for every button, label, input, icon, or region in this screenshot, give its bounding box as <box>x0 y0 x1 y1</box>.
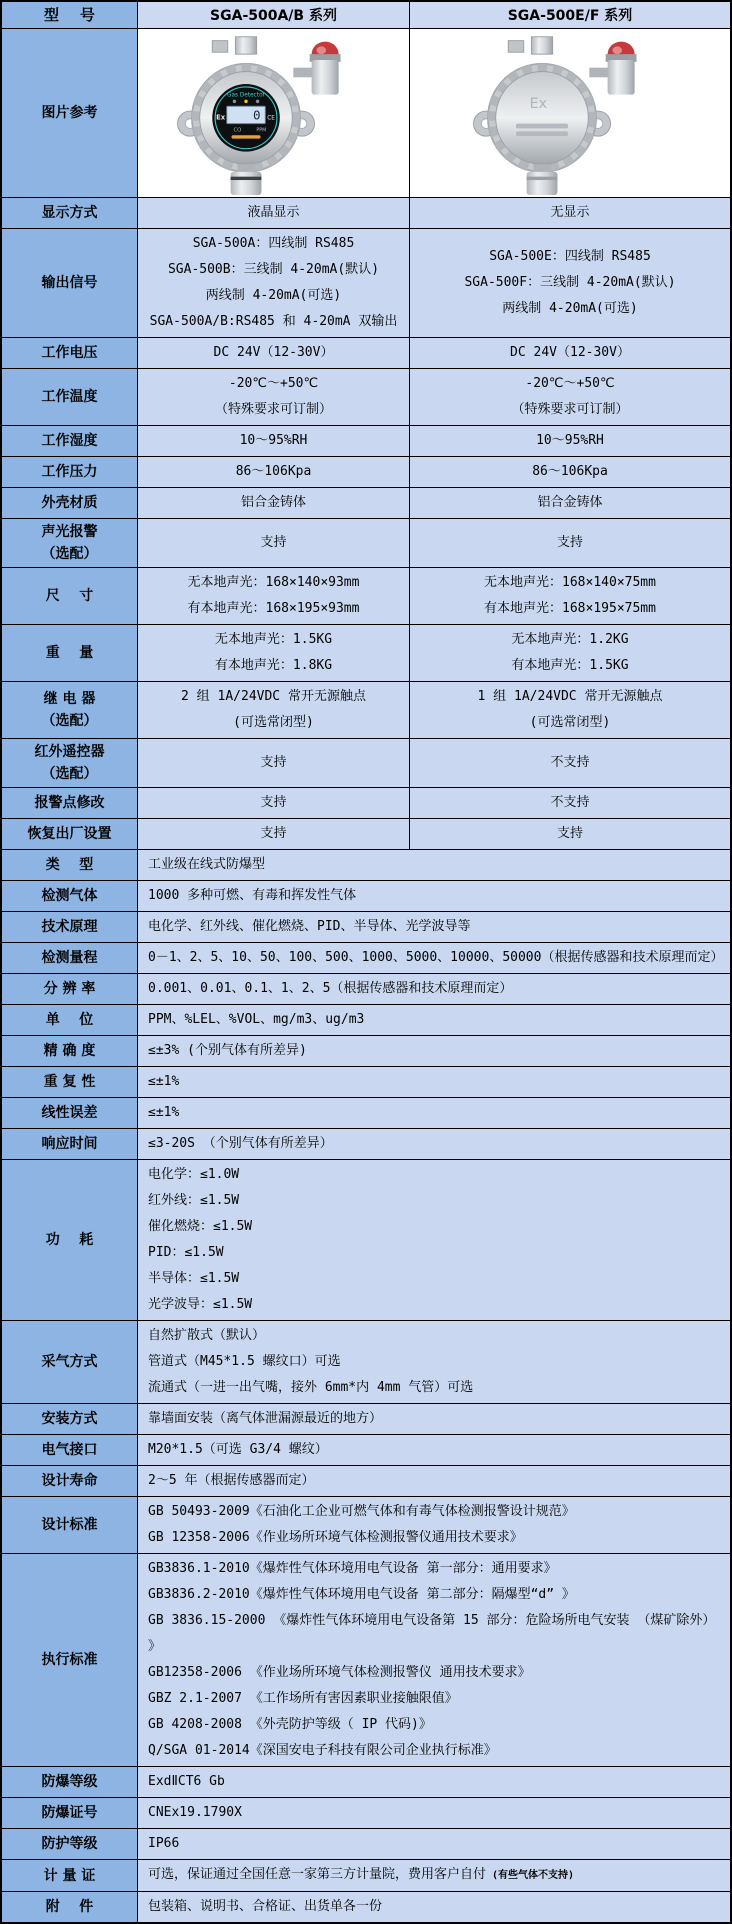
row-label-text: 线性误差 <box>41 1105 98 1121</box>
row-label-output-signal <box>2 229 138 337</box>
spec-row-response-time <box>2 1128 730 1159</box>
value-line: 支持 <box>556 535 583 550</box>
spec-row-design-standards <box>2 1496 730 1553</box>
value-line: GB3836.1-2010《爆炸性气体环境用电气设备 第一部分：通用要求》 <box>148 1561 557 1576</box>
row-label-text: 防护等级 <box>41 1836 98 1852</box>
row-label-working-voltage <box>2 338 138 368</box>
value-line: 支持 <box>260 755 287 770</box>
ex-mark-text: Ex <box>215 113 225 122</box>
row-label-design-standards <box>2 1497 138 1553</box>
value-line: 铝合金铸体 <box>240 495 306 510</box>
spec-row-ir-remote <box>2 738 730 787</box>
row-label-text: 继 电 器 <box>43 691 96 707</box>
alarm-beacon-icon <box>293 42 340 95</box>
row-label-text: 检测量程 <box>41 950 98 966</box>
spec-row-resolution <box>2 973 730 1004</box>
row-label-text: 分 辨 率 <box>43 981 96 997</box>
value-output-signal-col1 <box>138 229 410 337</box>
spec-row-gas-sampling <box>2 1320 730 1403</box>
value-line: 无显示 <box>550 205 590 220</box>
spec-row-installation <box>2 1403 730 1434</box>
value-line: 有本地声光：1.8KG <box>214 658 333 673</box>
value-line: GB 3836.15-2000 《爆炸性气体环境用电气设备第 15 部分：危险场所电气安装 （煤矿除外） 》 <box>148 1613 716 1654</box>
value-line: PPM、%LEL、%VOL、mg/m3、ug/m3 <box>148 1012 365 1027</box>
value-line: ExdⅡCT6 Gb <box>148 1774 225 1789</box>
value-working-temperature-col2 <box>410 369 730 425</box>
image-row-label-text: 图片参考 <box>41 105 98 121</box>
value-metrology-cert <box>138 1860 730 1891</box>
value-line: DC 24V（12-30V） <box>213 345 334 360</box>
value-line: 工业级在线式防爆型 <box>148 857 266 872</box>
value-gas-sampling <box>138 1321 730 1403</box>
spec-row-working-voltage <box>2 337 730 368</box>
value-line: SGA-500B：三线制 4-20mA(默认) <box>167 262 380 277</box>
value-working-voltage-col2 <box>410 338 730 368</box>
spec-row-detected-gases <box>2 880 730 911</box>
row-label-relay <box>2 682 138 738</box>
image-row <box>2 28 730 197</box>
row-label-text: 工作湿度 <box>41 433 98 449</box>
value-line: ≤±1% <box>148 1074 180 1089</box>
row-label-text: 声光报警 <box>41 524 98 540</box>
value-repeatability <box>138 1067 730 1097</box>
value-line: 自然扩散式（默认） <box>148 1328 266 1343</box>
value-line: （特殊要求可订制） <box>214 402 332 417</box>
row-label-display-mode <box>2 198 138 228</box>
value-protection-grade <box>138 1829 730 1859</box>
row-label-design-life <box>2 1466 138 1496</box>
row-label-explosion-proof-grade <box>2 1767 138 1797</box>
spec-row-working-temperature <box>2 368 730 425</box>
value-installation <box>138 1404 730 1434</box>
row-label-text: 类 型 <box>45 857 94 873</box>
value-line: 有本地声光：168×195×93mm <box>187 601 360 616</box>
spec-row-accuracy <box>2 1035 730 1066</box>
row-label-technical-principle <box>2 912 138 942</box>
spec-row-output-signal <box>2 228 730 337</box>
value-line: -20℃～+50℃ <box>228 376 319 391</box>
row-label-text: 采气方式 <box>41 1354 98 1370</box>
value-explosion-proof-grade <box>138 1767 730 1797</box>
value-line: GB3836.2-2010《爆炸性气体环境用电气设备 第二部分：隔爆型“d” 》 <box>148 1587 575 1602</box>
value-line: （特殊要求可订制） <box>511 402 629 417</box>
value-executive-standards <box>138 1554 730 1766</box>
value-display-mode-col2 <box>410 198 730 228</box>
value-accessories <box>138 1892 730 1922</box>
spec-row-unit <box>2 1004 730 1035</box>
row-label-accuracy <box>2 1036 138 1066</box>
spec-row-technical-principle <box>2 911 730 942</box>
value-line: SGA-500A：四线制 RS485 <box>192 236 355 251</box>
value-line: -20℃～+50℃ <box>525 376 615 391</box>
value-line: SGA-500A/B:RS485 和 4-20mA 双输出 <box>149 314 398 329</box>
value-detected-gases <box>138 881 730 911</box>
row-label-text: 尺 寸 <box>45 588 94 604</box>
row-label-resolution <box>2 974 138 1004</box>
spec-row-type <box>2 849 730 880</box>
row-label-text: 工作压力 <box>41 464 98 480</box>
value-line: 催化燃烧：≤1.5W <box>148 1219 253 1234</box>
value-line: (可选常闭型) <box>233 715 314 730</box>
value-alarm-point-modify-col1 <box>138 788 410 818</box>
value-line: (可选常闭型) <box>529 715 611 730</box>
spec-row-working-pressure <box>2 456 730 487</box>
row-label-gas-sampling <box>2 1321 138 1403</box>
value-line: SGA-500E：四线制 RS485 <box>489 249 651 264</box>
value-housing-material-col1 <box>138 488 410 518</box>
screen-title-text: Gas Detector <box>226 92 265 99</box>
value-working-temperature-col1 <box>138 369 410 425</box>
value-type <box>138 850 730 880</box>
spec-row-explosion-proof-grade <box>2 1766 730 1797</box>
value-line: 0.001、0.01、0.1、1、2、5（根据传感器和技术原理而定） <box>148 981 513 996</box>
row-label-installation <box>2 1404 138 1434</box>
row-label-subtext: （选配） <box>41 766 98 782</box>
row-label-text: 防爆证号 <box>41 1805 98 1821</box>
value-electrical-interface <box>138 1435 730 1465</box>
value-line: 0－1、2、5、10、50、100、500、1000、5000、10000、50000（根据传感器和技术原理而定） <box>148 950 724 965</box>
value-unit <box>138 1005 730 1035</box>
spec-row-factory-reset <box>2 818 730 849</box>
value-line: GB 12358-2006《作业场所环境气体检测报警仪通用技术要求》 <box>148 1530 523 1545</box>
spec-row-executive-standards <box>2 1553 730 1766</box>
value-design-life <box>138 1466 730 1496</box>
value-line: GB12358-2006 《作业场所环境气体检测报警仪 通用技术要求》 <box>148 1665 531 1680</box>
value-line: 半导体：≤1.5W <box>148 1271 240 1286</box>
ex-mark-text: Ex <box>529 96 548 113</box>
value-line: 2 组 1A/24VDC 常开无源触点 <box>181 689 366 704</box>
row-label-metrology-cert <box>2 1860 138 1891</box>
row-label-text: 显示方式 <box>41 205 98 221</box>
value-line: M20*1.5（可选 G3/4 螺纹） <box>148 1442 328 1457</box>
row-label-executive-standards <box>2 1554 138 1766</box>
spec-rows-host <box>2 197 730 1922</box>
value-line: 1000 多种可燃、有毒和挥发性气体 <box>148 888 357 903</box>
value-line: 电化学、红外线、催化燃烧、PID、半导体、光学波导等 <box>148 919 471 934</box>
value-line: 红外线：≤1.5W <box>148 1193 240 1208</box>
value-line: 10～95%RH <box>536 433 604 448</box>
value-line: IP66 <box>148 1836 180 1851</box>
spec-row-weight <box>2 624 730 681</box>
row-label-alarm-point-modify <box>2 788 138 818</box>
value-line: 管道式（M45*1.5 螺纹口）可选 <box>148 1354 341 1369</box>
value-line: 无本地声光：168×140×93mm <box>187 575 360 590</box>
value-working-voltage-col1 <box>138 338 410 368</box>
value-note: (有些气体不支持) <box>486 1870 575 1881</box>
value-line: 铝合金铸体 <box>537 495 603 510</box>
value-dimensions-col1 <box>138 568 410 624</box>
row-label-text: 执行标准 <box>41 1652 98 1668</box>
spec-row-electrical-interface <box>2 1434 730 1465</box>
spec-row-metrology-cert <box>2 1859 730 1891</box>
value-sound-light-alarm-col1 <box>138 519 410 567</box>
spec-row-power-consumption <box>2 1159 730 1320</box>
value-dimensions-col2 <box>410 568 730 624</box>
spec-row-protection-grade <box>2 1828 730 1859</box>
row-label-text: 功 耗 <box>45 1232 94 1248</box>
value-line: 支持 <box>260 795 287 810</box>
spec-row-design-life <box>2 1465 730 1496</box>
row-label-electrical-interface <box>2 1435 138 1465</box>
row-label-text: 电气接口 <box>41 1442 98 1458</box>
value-weight-col2 <box>410 625 730 681</box>
row-label-text: 设计寿命 <box>41 1473 98 1489</box>
header-series-ab: SGA-500A/B 系列 <box>138 2 410 28</box>
row-label-working-humidity <box>2 426 138 456</box>
value-line: CNEx19.1790X <box>148 1805 242 1820</box>
row-label-detection-range <box>2 943 138 973</box>
value-working-pressure-col2 <box>410 457 730 487</box>
value-line: ≤±3% (个别气体有所差异) <box>148 1043 307 1058</box>
value-working-humidity-col1 <box>138 426 410 456</box>
spec-row-dimensions <box>2 567 730 624</box>
value-line: 支持 <box>260 826 287 841</box>
lcd-reading-text: 0 <box>252 107 260 123</box>
ce-mark-text: CE <box>266 115 275 122</box>
value-relay-col2 <box>410 682 730 738</box>
value-working-humidity-col2 <box>410 426 730 456</box>
row-label-text: 防爆等级 <box>41 1774 98 1790</box>
value-detection-range <box>138 943 730 973</box>
header-model-label-text: 型 号 <box>44 6 95 24</box>
row-label-text: 工作电压 <box>41 345 98 361</box>
value-line: 无本地声光：1.2KG <box>511 632 629 647</box>
image-row-label <box>2 29 138 197</box>
row-label-text: 设计标准 <box>41 1517 98 1533</box>
value-line: 2～5 年（根据传感器而定） <box>148 1473 315 1488</box>
value-line: ≤±1% <box>148 1105 180 1120</box>
spec-row-detection-range <box>2 942 730 973</box>
value-design-standards <box>138 1497 730 1553</box>
value-line: 无本地声光：1.5KG <box>214 632 333 647</box>
value-weight-col1 <box>138 625 410 681</box>
row-label-accessories <box>2 1892 138 1922</box>
value-factory-reset-col2 <box>410 819 730 849</box>
device-a-illustration <box>154 31 394 195</box>
value-line: 不支持 <box>550 795 590 810</box>
row-label-protection-grade <box>2 1829 138 1859</box>
value-ir-remote-col2 <box>410 739 730 787</box>
value-alarm-point-modify-col2 <box>410 788 730 818</box>
value-line: ≤3-20S （个别气体有所差异） <box>148 1136 333 1151</box>
spec-row-linearity-error <box>2 1097 730 1128</box>
value-factory-reset-col1 <box>138 819 410 849</box>
spec-row-relay <box>2 681 730 738</box>
spec-row-display-mode <box>2 197 730 228</box>
product-photo-sga500ab <box>138 29 410 197</box>
row-label-linearity-error <box>2 1098 138 1128</box>
value-power-consumption <box>138 1160 730 1320</box>
value-line: 支持 <box>260 535 287 550</box>
value-resolution <box>138 974 730 1004</box>
spec-row-accessories <box>2 1891 730 1922</box>
value-housing-material-col2 <box>410 488 730 518</box>
value-line: 液晶显示 <box>247 205 300 220</box>
value-line: 光学波导：≤1.5W <box>148 1297 253 1312</box>
value-line: 1 组 1A/24VDC 常开无源触点 <box>477 689 663 704</box>
value-line: GB 4208-2008 《外壳防护等级（ IP 代码)》 <box>148 1717 432 1732</box>
value-line: 可选，保证通过全国任意一家第三方计量院，费用客户自付 (有些气体不支持) <box>148 1867 575 1882</box>
row-label-text: 技术原理 <box>41 919 98 935</box>
value-sound-light-alarm-col2 <box>410 519 730 567</box>
value-line: 电化学：≤1.0W <box>148 1167 240 1182</box>
device-b-illustration <box>445 31 695 195</box>
spec-row-sound-light-alarm <box>2 518 730 567</box>
row-label-text: 恢复出厂设置 <box>27 826 112 842</box>
row-label-text: 报警点修改 <box>34 795 105 811</box>
value-line: 有本地声光：1.5KG <box>511 658 629 673</box>
value-line: 两线制 4-20mA(可选) <box>502 301 638 316</box>
value-line: 不支持 <box>550 755 590 770</box>
header-row <box>2 2 730 28</box>
value-line: 10～95%RH <box>239 433 308 448</box>
row-label-sound-light-alarm <box>2 519 138 567</box>
row-label-text: 检测气体 <box>41 888 98 904</box>
unit-label-text: PPM <box>255 128 266 134</box>
row-label-text: 重 复 性 <box>43 1074 96 1090</box>
spec-row-alarm-point-modify <box>2 787 730 818</box>
row-label-repeatability <box>2 1067 138 1097</box>
row-label-text: 精 确 度 <box>43 1043 96 1059</box>
value-line: PID：≤1.5W <box>148 1245 224 1260</box>
value-line: 靠墙面安装（离气体泄漏源最近的地方） <box>148 1411 383 1426</box>
header-series-ef: SGA-500E/F 系列 <box>410 2 730 28</box>
value-technical-principle <box>138 912 730 942</box>
row-label-factory-reset <box>2 819 138 849</box>
row-label-dimensions <box>2 568 138 624</box>
value-line: 包装箱、说明书、合格证、出货单各一份 <box>148 1899 383 1914</box>
row-label-power-consumption <box>2 1160 138 1320</box>
value-line: 流通式（一进一出气嘴，接外 6mm*内 4mm 气管）可选 <box>148 1380 474 1395</box>
row-label-type <box>2 850 138 880</box>
value-line: DC 24V（12-30V） <box>510 345 630 360</box>
row-label-text: 重 量 <box>45 645 94 661</box>
gas-label-text: CO <box>232 127 241 134</box>
product-photo-sga500ef <box>410 29 730 197</box>
row-label-text: 输出信号 <box>41 275 98 291</box>
value-linearity-error <box>138 1098 730 1128</box>
value-response-time <box>138 1129 730 1159</box>
row-label-housing-material <box>2 488 138 518</box>
row-label-subtext: （选配） <box>41 546 98 562</box>
row-label-unit <box>2 1005 138 1035</box>
value-line: GBZ 2.1-2007 《工作场所有害因素职业接触限值》 <box>148 1691 458 1706</box>
row-label-subtext: （选配） <box>41 713 98 729</box>
spec-row-working-humidity <box>2 425 730 456</box>
alarm-beacon-icon <box>589 42 636 95</box>
value-ir-remote-col1 <box>138 739 410 787</box>
value-line: 86～106Kpa <box>532 464 608 479</box>
row-label-response-time <box>2 1129 138 1159</box>
value-line: 86～106Kpa <box>235 464 312 479</box>
value-line: 有本地声光：168×195×75mm <box>484 601 656 616</box>
spec-row-repeatability <box>2 1066 730 1097</box>
value-accuracy <box>138 1036 730 1066</box>
value-display-mode-col1 <box>138 198 410 228</box>
row-label-working-pressure <box>2 457 138 487</box>
row-label-text: 安装方式 <box>41 1411 98 1427</box>
value-line: GB 50493-2009《石油化工企业可燃气体和有毒气体检测报警设计规范》 <box>148 1504 575 1519</box>
row-label-text: 外壳材质 <box>41 495 98 511</box>
row-label-working-temperature <box>2 369 138 425</box>
row-label-text: 计 量 证 <box>43 1867 96 1884</box>
value-working-pressure-col1 <box>138 457 410 487</box>
spec-row-explosion-proof-cert <box>2 1797 730 1828</box>
value-explosion-proof-cert <box>138 1798 730 1828</box>
spec-row-housing-material <box>2 487 730 518</box>
row-label-weight <box>2 625 138 681</box>
row-label-ir-remote <box>2 739 138 787</box>
row-label-text: 响应时间 <box>41 1136 98 1152</box>
value-line: 两线制 4-20mA(可选) <box>205 288 342 303</box>
value-line: Q/SGA 01-2014《深国安电子科技有限公司企业执行标准》 <box>148 1743 497 1758</box>
row-label-text: 附 件 <box>45 1899 94 1915</box>
row-label-explosion-proof-cert <box>2 1798 138 1828</box>
value-output-signal-col2 <box>410 229 730 337</box>
row-label-text: 工作温度 <box>41 389 98 405</box>
value-relay-col1 <box>138 682 410 738</box>
value-line: 支持 <box>556 826 583 841</box>
value-line: 无本地声光：168×140×75mm <box>484 575 656 590</box>
row-label-text: 单 位 <box>45 1012 94 1028</box>
row-label-text: 红外遥控器 <box>34 744 105 760</box>
value-line: SGA-500F：三线制 4-20mA(默认) <box>464 275 676 290</box>
header-model-label <box>2 2 138 28</box>
row-label-detected-gases <box>2 881 138 911</box>
